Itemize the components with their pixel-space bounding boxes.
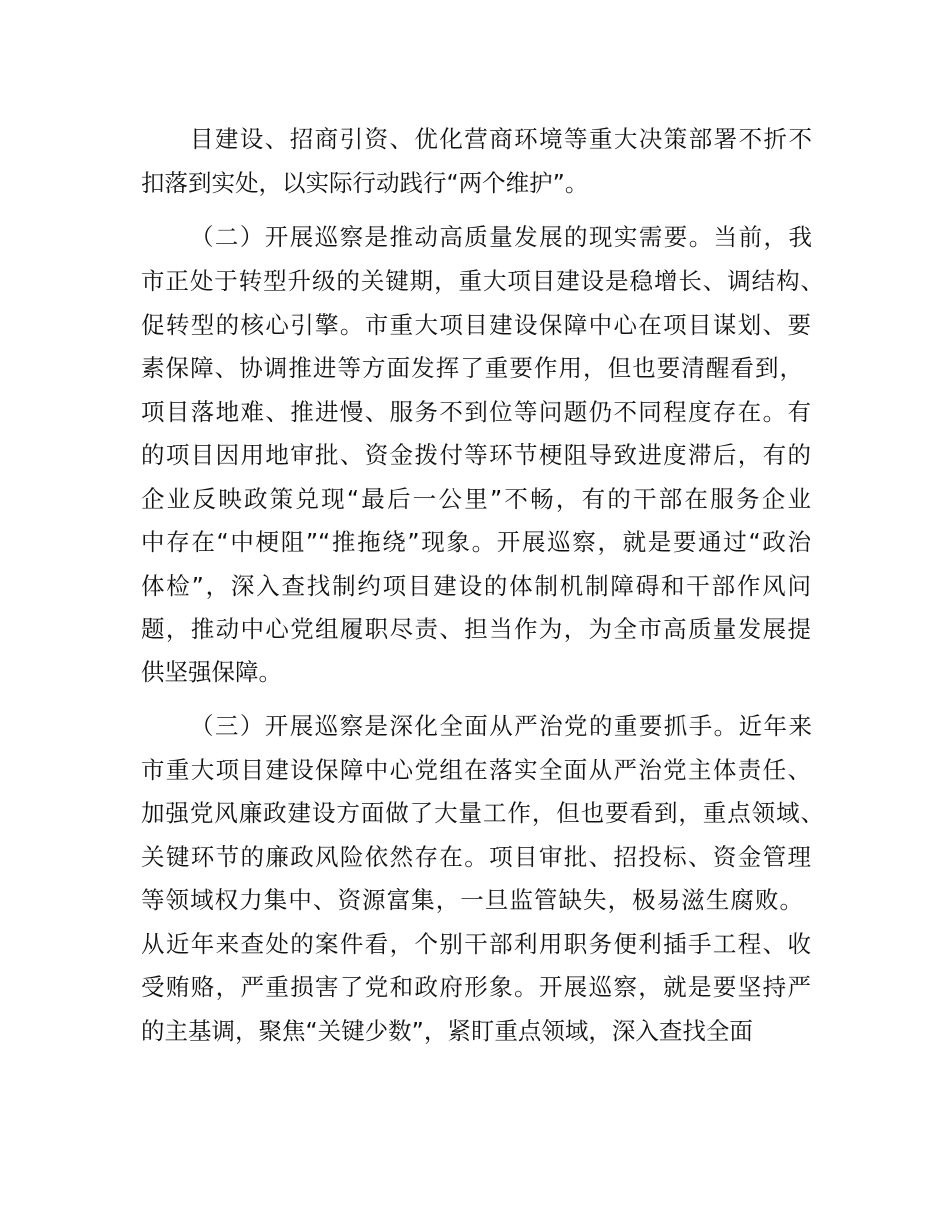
text-line: 促转型的核心引擎。市重大项目建设保障中心在项目谋划、要 (141, 311, 811, 339)
text-line: 扣落到实处，以实际行动践行“两个维护”。 (141, 169, 589, 197)
text-line: 供坚强保障。 (141, 658, 282, 686)
text-line: 企业反映政策兑现“最后一公里”不畅，有的干部在服务企业 (141, 485, 811, 513)
text-line: 项目落地难、推进慢、服务不到位等问题仍不同程度存在。有 (141, 398, 811, 426)
text-line: 加强党风廉政建设方面做了大量工作，但也要看到，重点领域、 (141, 799, 824, 827)
text-line: 的主基调，聚焦“关键少数”，紧盯重点领域，深入查找全面 (141, 1017, 753, 1045)
text-line: 题，推动中心党组履职尽责、担当作为，为全市高质量发展提 (141, 615, 811, 643)
text-line: 体检”，深入查找制约项目建设的体制机制障碍和干部作风问 (141, 572, 811, 600)
text-line: 从近年来查处的案件看，个别干部利用职务便利插手工程、收 (141, 930, 811, 958)
text-line: 目建设、招商引资、优化营商环境等重大决策部署不折不 (190, 125, 812, 153)
text-line: （二）开展巡察是推动高质量发展的现实需要。当前，我 (190, 223, 812, 251)
text-line: 关键环节的廉政风险依然存在。项目审批、招投标、资金管理 (141, 843, 811, 871)
text-line: 的项目因用地审批、资金拨付等环节梗阻导致进度滞后，有的 (141, 441, 811, 469)
text-line: 中存在“中梗阻”“推拖绕”现象。开展巡察，就是要通过“政治 (141, 528, 811, 556)
text-line: （三）开展巡察是深化全面从严治党的重要抓手。近年来 (190, 712, 812, 740)
text-line: 受贿赂，严重损害了党和政府形象。开展巡察，就是要坚持严 (141, 973, 811, 1001)
text-line: 市重大项目建设保障中心党组在落实全面从严治党主体责任、 (141, 756, 811, 784)
text-line: 等领域权力集中、资源富集，一旦监管缺失，极易滋生腐败。 (141, 886, 803, 914)
text-line: 市正处于转型升级的关键期，重大项目建设是稳增长、调结构、 (141, 267, 824, 295)
text-line: 素保障、协调推进等方面发挥了重要作用，但也要清醒看到， (141, 354, 803, 382)
